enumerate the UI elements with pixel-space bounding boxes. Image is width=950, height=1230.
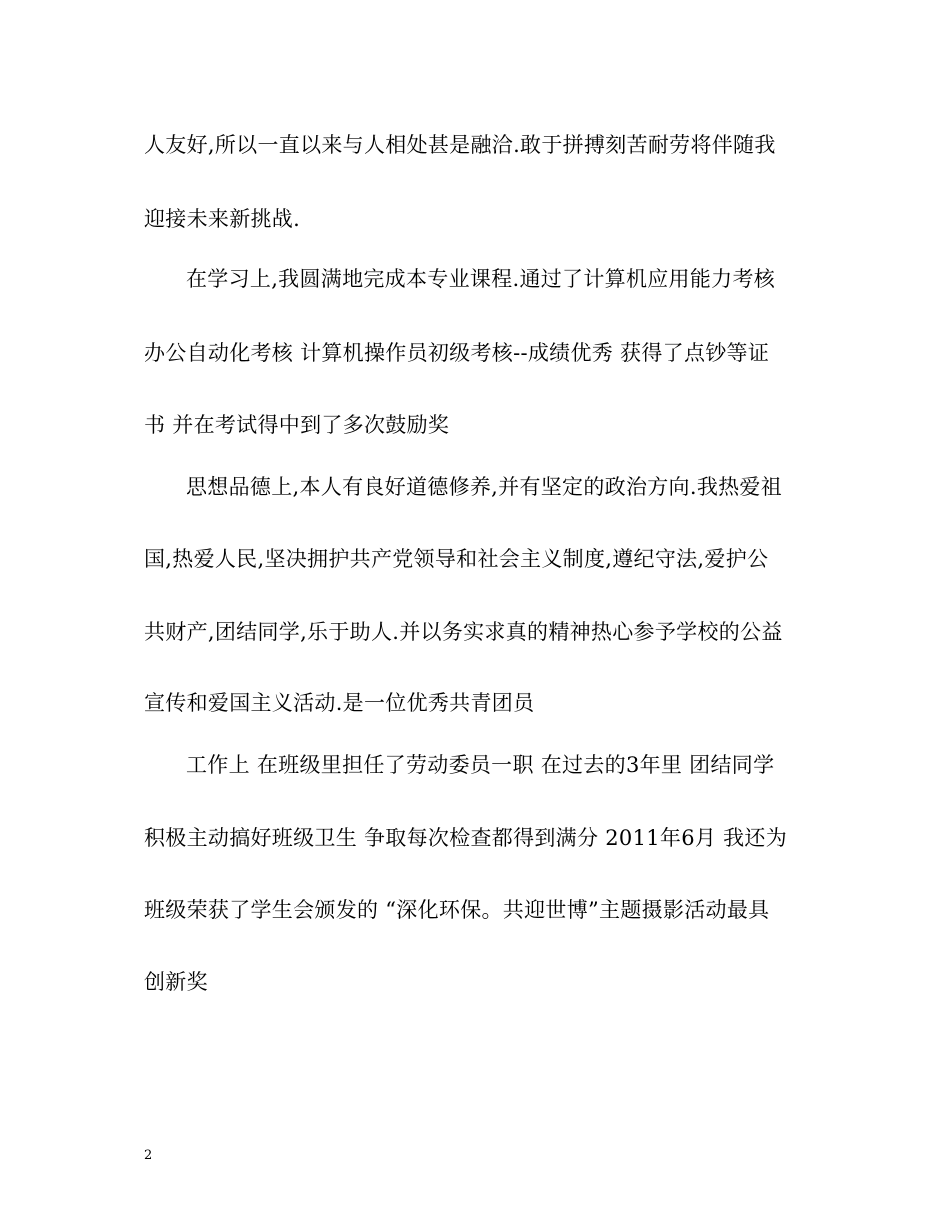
text-line: 国,热爱人民,坚决拥护共产党领导和社会主义制度,遵纪守法,爱护公 [144, 547, 769, 571]
page-number: 2 [144, 1148, 153, 1163]
paragraph-first-line: 在学习上,我圆满地完成本专业课程.通过了计算机应用能力考核 [186, 267, 776, 291]
text-line: 班级荣获了学生会颁发的 “深化环保。共迎世博”主题摄影活动最具 [144, 898, 770, 922]
text-line: 办公自动化考核 计算机操作员初级考核--成绩优秀 获得了点钞等证 [144, 341, 770, 365]
paragraph-first-line: 思想品德上,本人有良好道德修养,并有坚定的政治方向.我热爱祖 [186, 475, 783, 499]
text-line: 迎接未来新挑战. [144, 207, 301, 231]
paragraph-first-line: 工作上 在班级里担任了劳动委员一职 在过去的3年里 团结同学 [186, 753, 775, 777]
text-line: 宣传和爱国主义活动.是一位优秀共青团员 [144, 691, 535, 715]
text-line: 人友好,所以一直以来与人相处甚是融洽.敢于拼搏刻苦耐劳将伴随我 [144, 133, 776, 157]
text-line: 书 并在考试得中到了多次鼓励奖 [144, 413, 450, 437]
text-line: 创新奖 [144, 970, 208, 994]
text-line: 共财产,团结同学,乐于助人.并以务实求真的精神热心参予学校的公益 [144, 620, 783, 644]
text-line: 积极主动搞好班级卫生 争取每次检查都得到满分 2011年6月 我还为 [144, 826, 788, 850]
